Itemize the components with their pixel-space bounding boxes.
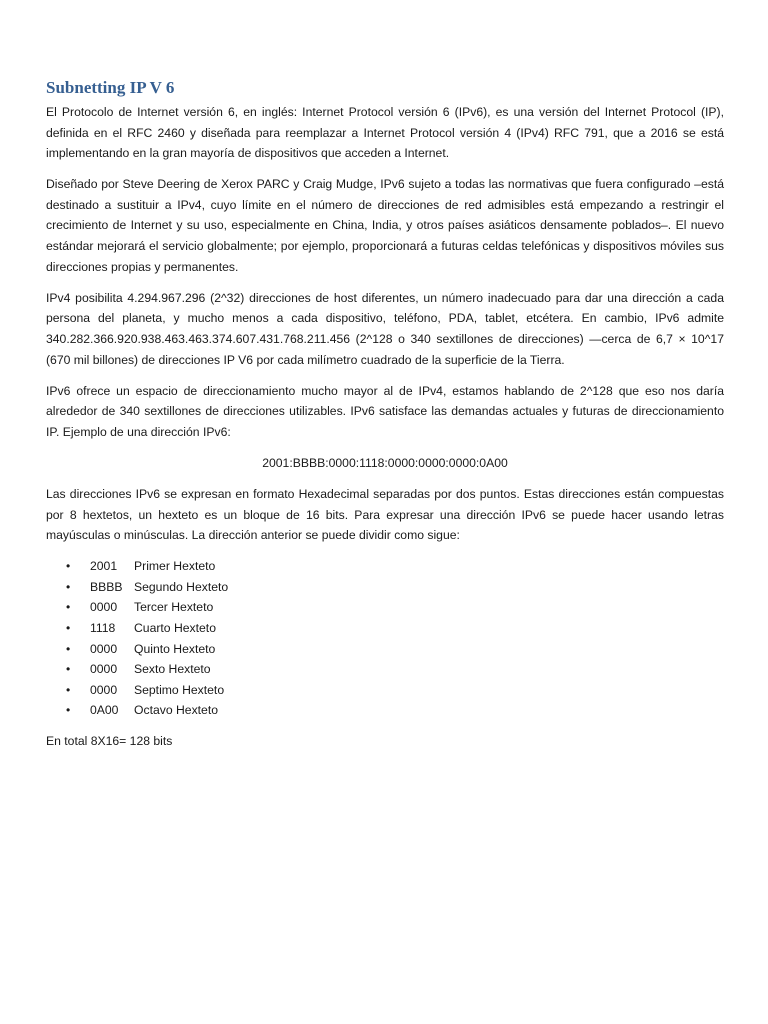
list-item bbox=[46, 597, 724, 618]
hextet-list bbox=[46, 556, 724, 721]
hextet-code: 0000 bbox=[90, 641, 118, 656]
bullet-icon: • bbox=[66, 641, 71, 656]
hextet-label: Cuarto Hexteto bbox=[134, 621, 216, 636]
list-item bbox=[46, 618, 724, 639]
hextet-code: 0A00 bbox=[90, 703, 119, 718]
bullet-icon: • bbox=[66, 703, 71, 718]
list-item bbox=[46, 659, 724, 680]
hextet-code: BBBB bbox=[90, 579, 123, 594]
list-item bbox=[46, 700, 724, 721]
hextet-code: 1118 bbox=[90, 621, 116, 636]
bullet-icon: • bbox=[66, 579, 71, 594]
document-page bbox=[46, 76, 724, 752]
list-item bbox=[46, 577, 724, 598]
bullet-icon: • bbox=[66, 600, 71, 615]
paragraph-format: Las direcciones IPv6 se expresan en formato Hexadecimal separadas por dos puntos. Estas direcciones están compuestas por 8 hextetos, un hexteto es un bloque de 16 bits. Para expresar una dirección IPv6 se puede hacer usando letras mayúsculas o minúsculas. La dirección anterior se puede dividir como sigue: bbox=[46, 487, 724, 543]
hextet-code: 0000 bbox=[90, 682, 118, 697]
bullet-icon: • bbox=[66, 682, 71, 697]
total-bits-line: En total 8X16= 128 bits bbox=[46, 734, 173, 749]
bullet-icon: • bbox=[66, 559, 71, 574]
hextet-code: 2001 bbox=[90, 559, 118, 574]
hextet-label: Sexto Hexteto bbox=[134, 662, 211, 677]
hextet-label: Segundo Hexteto bbox=[134, 579, 229, 594]
list-item bbox=[46, 556, 724, 577]
paragraph-history: Diseñado por Steve Deering de Xerox PARC y Craig Mudge, IPv6 sujeto a todas las normativas que fuera configurado –está destinado a sustituir a IPv4, cuyo límite en el número de direcciones de red admisibles está empezando a restringir el crecimiento de Internet y su uso, especialmente en China, India, y otros países asiáticos densamente poblados–. El nuevo estándar mejorará el servicio globalmente; por ejemplo, proporcionará a futuras celdas telefónicas y dispositivos móviles sus direcciones propias y permanentes. bbox=[46, 177, 724, 274]
paragraph-intro: El Protocolo de Internet versión 6, en inglés: Internet Protocol versión 6 (IPv6), es una versión del Internet Protocol (IP), definida en el RFC 2460 y diseñada para reemplazar a Internet Protocol versión 4 (IPv4) RFC 791, que a 2016 se está implementando en la gran mayoría de dispositivos que acceden a Internet. bbox=[46, 105, 724, 161]
document-title: Subnetting IP V 6 bbox=[46, 78, 175, 97]
hextet-label: Quinto Hexteto bbox=[134, 641, 216, 656]
paragraph-ipv6-offer: IPv6 ofrece un espacio de direccionamiento mucho mayor al de IPv4, estamos hablando de 2^128 que eso nos daría alrededor de 340 sextillones de direcciones utilizables. IPv6 satisface las demandas actuales y futuras de direccionamiento IP. Ejemplo de una dirección IPv6: bbox=[46, 383, 724, 439]
hextet-code: 0000 bbox=[90, 662, 118, 677]
paragraph-address-space: IPv4 posibilita 4.294.967.296 (2^32) direcciones de host diferentes, un número inadecuado para dar una dirección a cada persona del planeta, y mucho menos a cada dispositivo, teléfono, PDA, tablet, etcétera. En cambio, IPv6 admite 340.282.366.920.938.463.463.374.607.431.768.211.456 (2^128 o 340 sextillones de direcciones) —cerca de 6,7 × 10^17 (670 mil billones) de direcciones IP V6 por cada milímetro cuadrado de la superficie de la Tierra. bbox=[46, 290, 724, 367]
bullet-icon: • bbox=[66, 621, 71, 636]
hextet-label: Octavo Hexteto bbox=[134, 703, 218, 718]
bullet-icon: • bbox=[66, 662, 71, 677]
list-item bbox=[46, 639, 724, 660]
hextet-label: Tercer Hexteto bbox=[134, 600, 214, 615]
hextet-code: 0000 bbox=[90, 600, 118, 615]
list-item bbox=[46, 680, 724, 701]
hextet-label: Septimo Hexteto bbox=[134, 682, 225, 697]
hextet-label: Primer Hexteto bbox=[134, 559, 216, 574]
example-address: 2001:BBBB:0000:1118:0000:0000:0000:0A00 bbox=[262, 455, 508, 470]
